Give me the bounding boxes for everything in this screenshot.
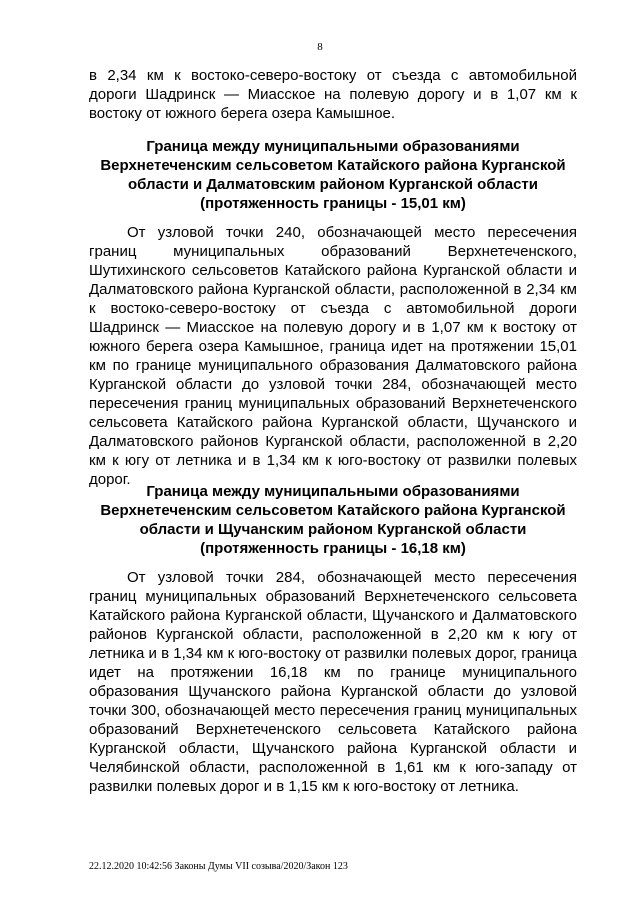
section-2-heading-line: Верхнетеченским сельсоветом Катайского района Курганской [100, 502, 566, 519]
section-2-heading-line: области и Щучанским районом Курганской области [139, 521, 527, 538]
footer-stamp: 22.12.2020 10:42:56 Законы Думы VII созыва/2020/Закон 123 [89, 861, 348, 872]
section-2-heading-line: Граница между муниципальными образованиями [146, 483, 520, 500]
section-2-heading-line: (протяженность границы - 16,18 км) [200, 540, 466, 557]
intro-paragraph: в 2,34 км к востоко-северо-востоку от съезда с автомобильной дороги Шадринск — Миасское на полевую дорогу и в 1,07 км к востоку от южного берега озера Камышное. [89, 67, 577, 122]
section-2-paragraph: От узловой точки 284, обозначающей место пересечения границ муниципальных образований Верхнетеченского сельсовета Катайского района Курганской области, Щучанского и Далматовского районов Курганской области, расположенной в 2,20 км к югу от летника и в 1,34 км к юго-востоку от развилки полевых дорог, граница идет на протяжении 16,18 км по границе муниципального образования Щучанского района Курганской области до узловой точки 300, обозначающей место пересечения границ муниципальных образований Верхнетеченского сельсовета Катайского района Курганской области, Щучанского района Курганской области и Челябинской области, расположенной в 1,61 км к юго-западу от развилки полевых дорог и в 1,15 км к юго-востоку от летника. [89, 569, 577, 795]
page-number: 8 [317, 41, 323, 53]
section-1-paragraph: От узловой точки 240, обозначающей место пересечения границ муниципальных образований Верхнетеченского, Шутихинского сельсоветов Катайского района Курганской области и Далматовского района Курганской области, расположенной в 2,34 км к востоко-северо-востоку от съезда с автомобильной дороги Шадринск — Миасское на полевую дорогу и в 1,07 км к востоку от южного берега озера Камышное, граница идет на протяжении 15,01 км по границе муниципального образования Далматовского района Курганской области до узловой точки 284, обозначающей место пересечения границ муниципальных образований Верхнетеченского сельсовета Катайского района Курганской области, Щучанского и Далматовского районов Курганской области, расположенной в 2,20 км к югу от летника и в 1,34 км к юго-востоку от развилки полевых дорог. [89, 224, 577, 488]
section-1-heading-line: (протяженность границы - 15,01 км) [200, 195, 466, 212]
section-2-heading [89, 482, 577, 558]
section-1-heading [89, 137, 577, 213]
section-1-heading-line: Верхнетеченским сельсоветом Катайского района Курганской [100, 157, 566, 174]
section-1-heading-line: области и Далматовским районом Курганской области [127, 176, 538, 193]
section-1-heading-line: Граница между муниципальными образованиями [146, 138, 520, 155]
